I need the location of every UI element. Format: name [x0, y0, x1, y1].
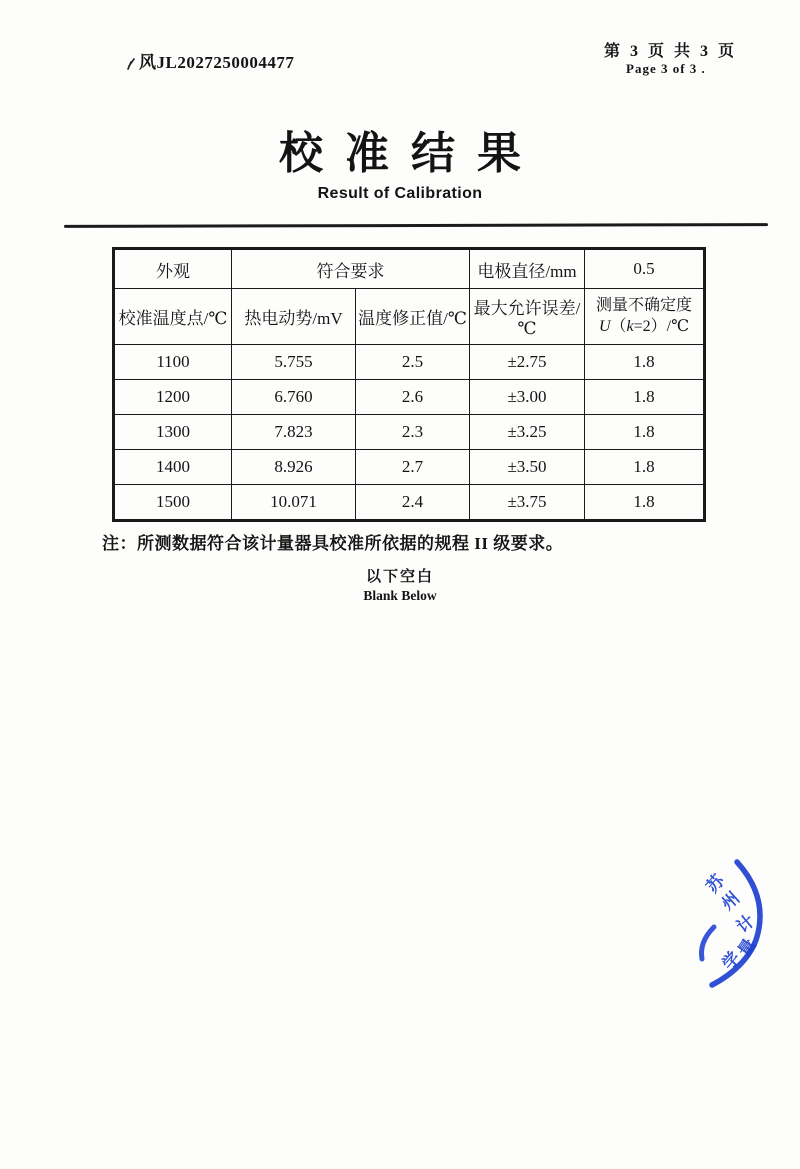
cell-max-error: ±3.00 — [470, 380, 585, 415]
header-temperature-point: 校准温度点/℃ — [114, 289, 232, 345]
header-uncertainty — [585, 289, 705, 345]
horizontal-rule — [64, 223, 768, 228]
cell-temp: 1400 — [114, 450, 232, 485]
certificate-number-text: 风JL2027250004477 — [139, 53, 295, 72]
cell-correction: 2.4 — [356, 485, 470, 521]
blank-below-block — [0, 567, 800, 605]
seal-char: 州 — [717, 888, 744, 915]
table-row — [114, 485, 705, 521]
header-temperature-correction: 温度修正值/℃ — [356, 289, 470, 345]
table-row — [114, 345, 705, 380]
table-row — [114, 380, 705, 415]
handwritten-mark-icon — [126, 56, 138, 72]
page-info — [604, 42, 764, 77]
cell-uncertainty: 1.8 — [585, 450, 705, 485]
seal-char: 学 — [718, 948, 745, 975]
cell-correction: 2.6 — [356, 380, 470, 415]
cell-emf: 5.755 — [232, 345, 356, 380]
cell-max-error: ±3.25 — [470, 415, 585, 450]
page-title-en: Result of Calibration — [317, 185, 483, 203]
cell-uncertainty: 1.8 — [585, 380, 705, 415]
header-max-permissible-error: 最大允许误差/℃ — [470, 289, 585, 345]
cell-electrode-diameter-label: 电极直径/mm — [470, 249, 585, 289]
calibration-results-table — [112, 247, 706, 522]
certificate-number — [126, 48, 294, 73]
cell-electrode-diameter-value: 0.5 — [585, 249, 705, 289]
cell-max-error: ±2.75 — [470, 345, 585, 380]
table-row — [114, 415, 705, 450]
cell-correction: 2.5 — [356, 345, 470, 380]
cell-appearance-value: 符合要求 — [232, 249, 470, 289]
cell-emf: 7.823 — [232, 415, 356, 450]
table-row — [114, 450, 705, 485]
official-seal-stamp — [680, 845, 800, 995]
header-emf: 热电动势/mV — [232, 289, 356, 345]
cell-temp: 1500 — [114, 485, 232, 521]
cell-correction: 2.3 — [356, 415, 470, 450]
table-header-row — [114, 289, 705, 345]
cell-temp: 1300 — [114, 415, 232, 450]
note-text: 注：所测数据符合该计量器具校准所依据的规程 II 级要求。 — [102, 534, 564, 553]
cell-emf: 6.760 — [232, 380, 356, 415]
table-row-appearance — [114, 249, 705, 289]
seal-char: 苏 — [702, 871, 729, 898]
page-number-en: Page 3 of 3 . — [626, 61, 706, 77]
cell-uncertainty: 1.8 — [585, 415, 705, 450]
seal-char: 计 — [732, 911, 759, 938]
cell-emf: 10.071 — [232, 485, 356, 521]
header-uncertainty-line1: 测量不确定度 — [595, 296, 692, 314]
cell-temp: 1100 — [114, 345, 232, 380]
title-block — [0, 130, 800, 203]
blank-below-en: Blank Below — [363, 588, 437, 604]
page-number-cn: 第 3 页 共 3 页 — [604, 43, 738, 60]
cell-uncertainty: 1.8 — [585, 485, 705, 521]
header-uncertainty-line2: U（k=2）/℃ — [598, 317, 690, 335]
blank-below-cn: 以下空白 — [365, 569, 434, 585]
cell-uncertainty: 1.8 — [585, 345, 705, 380]
cell-appearance-label: 外观 — [114, 249, 232, 289]
cell-emf: 8.926 — [232, 450, 356, 485]
page-title: 校准结果 — [279, 129, 543, 178]
seal-char: 量 — [734, 935, 761, 961]
cell-temp: 1200 — [114, 380, 232, 415]
cell-max-error: ±3.75 — [470, 485, 585, 521]
cell-max-error: ±3.50 — [470, 450, 585, 485]
cell-correction: 2.7 — [356, 450, 470, 485]
